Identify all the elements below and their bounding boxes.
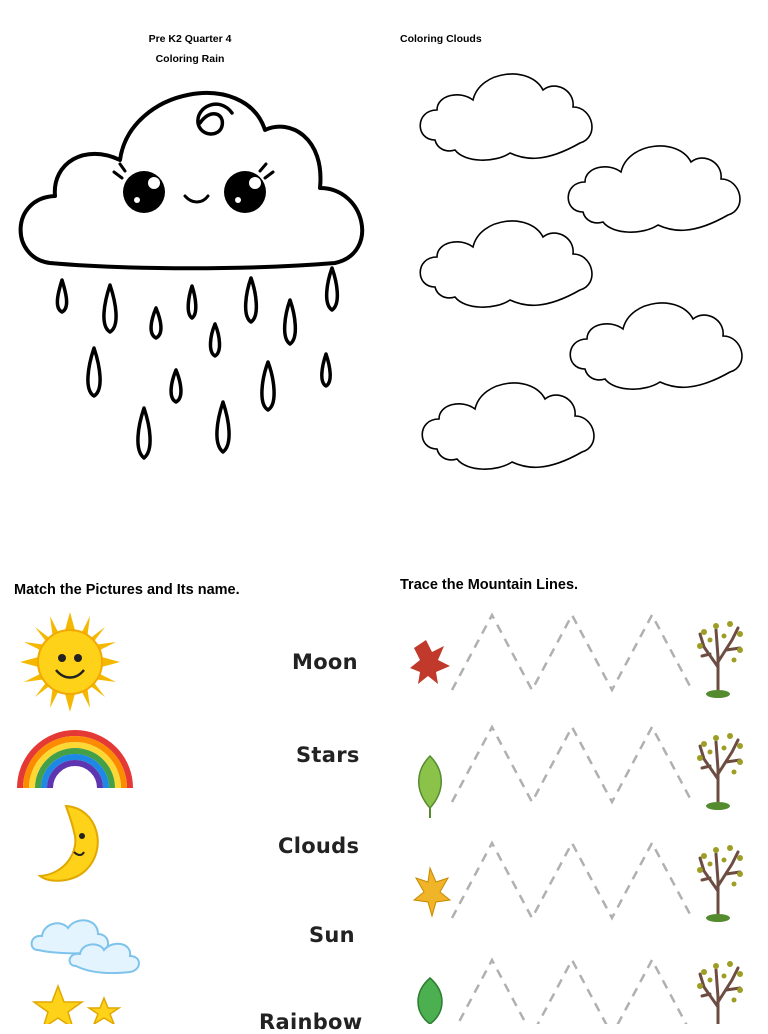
green-leaf-icon [419,756,442,808]
trace-row-4 [418,960,743,1024]
cloud-outline-4 [570,303,742,389]
match-word-sun[interactable]: Sun [309,923,355,947]
match-word-clouds[interactable]: Clouds [278,834,360,858]
raindrops [57,268,337,458]
maple-leaf-icon [410,640,450,684]
tree-icon [697,961,743,1024]
stars-icon[interactable] [30,984,125,1024]
clouds-page-title: Coloring Clouds [400,33,482,45]
trace-row-2 [419,727,743,818]
clouds-illustration [410,60,750,475]
cloud-icon[interactable] [28,912,143,974]
match-word-rainbow[interactable]: Rainbow [259,1010,363,1034]
trace-row-1 [410,615,743,698]
rain-cloud-illustration [10,68,375,468]
cloud-outline-3 [420,221,592,307]
rain-page-title: Coloring Rain [155,53,225,65]
right-eye [224,171,266,213]
cloud-outline-1 [420,74,592,160]
trace-section-title: Trace the Mountain Lines. [400,577,579,593]
worksheet-title: Pre K2 Quarter 4 [148,33,232,45]
trace-row-3 [414,843,743,922]
rainbow-icon[interactable] [16,726,134,790]
cloud-outline-5 [422,383,594,469]
match-word-stars[interactable]: Stars [296,743,360,767]
tree-icon [697,621,743,698]
cloud-outline [21,93,363,268]
tree-icon [697,845,743,922]
trace-worksheet [400,600,768,1024]
left-eye [123,171,165,213]
match-section-title: Match the Pictures and Its name. [14,582,240,598]
yellow-leaf-icon [414,868,450,916]
moon-icon[interactable] [36,804,106,886]
cloud-outline-2 [568,146,740,232]
oval-leaf-icon [418,978,442,1024]
match-word-moon[interactable]: Moon [292,650,358,674]
tree-icon [697,733,743,810]
sun-icon[interactable] [20,612,120,712]
